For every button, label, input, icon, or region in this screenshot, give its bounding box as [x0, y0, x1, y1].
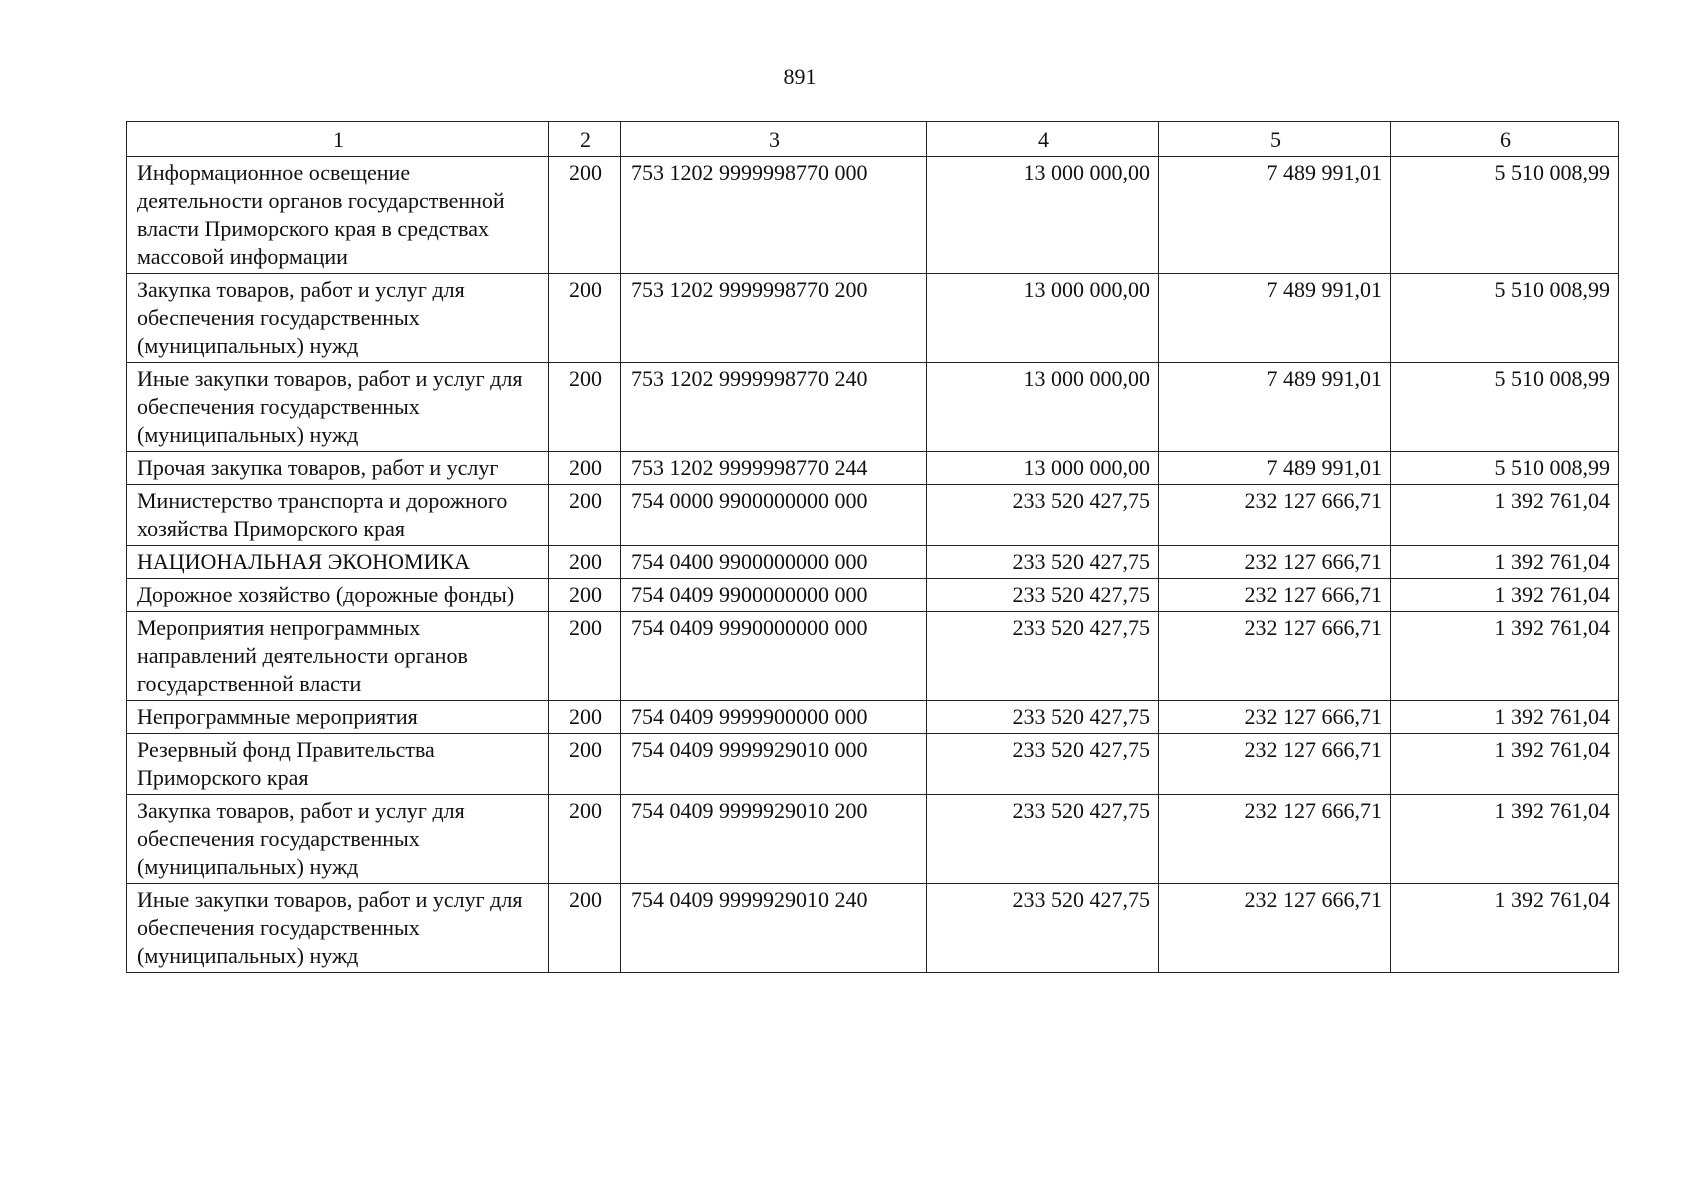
cell-planned: 233 520 427,75 — [927, 579, 1159, 612]
cell-planned: 233 520 427,75 — [927, 546, 1159, 579]
cell-executed: 7 489 991,01 — [1159, 452, 1391, 485]
cell-remaining: 5 510 008,99 — [1391, 363, 1619, 452]
cell-planned: 233 520 427,75 — [927, 884, 1159, 973]
cell-name: Резервный фонд Правительства Приморского края — [127, 734, 549, 795]
cell-remaining: 5 510 008,99 — [1391, 452, 1619, 485]
cell-code: 754 0409 9999929010 240 — [621, 884, 927, 973]
cell-code: 753 1202 9999998770 200 — [621, 274, 927, 363]
page-number: 891 — [783, 64, 817, 89]
cell-executed: 232 127 666,71 — [1159, 734, 1391, 795]
cell-name: Прочая закупка товаров, работ и услуг — [127, 452, 549, 485]
cell-name: Непрограммные мероприятия — [127, 701, 549, 734]
table-row — [127, 452, 1619, 485]
cell-remaining: 1 392 761,04 — [1391, 884, 1619, 973]
cell-type: 200 — [549, 734, 621, 795]
table-row — [127, 884, 1619, 973]
cell-type: 200 — [549, 795, 621, 884]
cell-executed: 7 489 991,01 — [1159, 363, 1391, 452]
cell-code: 754 0400 9900000000 000 — [621, 546, 927, 579]
cell-executed: 232 127 666,71 — [1159, 795, 1391, 884]
table-row — [127, 157, 1619, 274]
cell-remaining: 5 510 008,99 — [1391, 274, 1619, 363]
cell-type: 200 — [549, 452, 621, 485]
column-header: 3 — [621, 122, 927, 157]
cell-remaining: 1 392 761,04 — [1391, 701, 1619, 734]
cell-name: Информационное освещение деятельности органов государственной власти Приморского края в средствах массовой информации — [127, 157, 549, 274]
cell-remaining: 1 392 761,04 — [1391, 734, 1619, 795]
cell-remaining: 1 392 761,04 — [1391, 795, 1619, 884]
cell-executed: 232 127 666,71 — [1159, 546, 1391, 579]
cell-executed: 232 127 666,71 — [1159, 884, 1391, 973]
table-body — [127, 157, 1619, 973]
cell-planned: 233 520 427,75 — [927, 795, 1159, 884]
column-header: 5 — [1159, 122, 1391, 157]
cell-type: 200 — [549, 612, 621, 701]
cell-name: Мероприятия непрограммных направлений деятельности органов государственной власти — [127, 612, 549, 701]
table-row — [127, 612, 1619, 701]
column-header: 6 — [1391, 122, 1619, 157]
cell-name: Иные закупки товаров, работ и услуг для обеспечения государственных (муниципальных) нужд — [127, 363, 549, 452]
cell-code: 754 0409 9999900000 000 — [621, 701, 927, 734]
cell-code: 753 1202 9999998770 000 — [621, 157, 927, 274]
table-header — [127, 122, 1619, 157]
cell-type: 200 — [549, 579, 621, 612]
column-header: 2 — [549, 122, 621, 157]
cell-name: Закупка товаров, работ и услуг для обеспечения государственных (муниципальных) нужд — [127, 274, 549, 363]
cell-code: 754 0409 9999929010 000 — [621, 734, 927, 795]
cell-remaining: 1 392 761,04 — [1391, 485, 1619, 546]
cell-code: 754 0409 9900000000 000 — [621, 579, 927, 612]
cell-planned: 13 000 000,00 — [927, 452, 1159, 485]
cell-planned: 13 000 000,00 — [927, 157, 1159, 274]
cell-type: 200 — [549, 157, 621, 274]
cell-planned: 233 520 427,75 — [927, 734, 1159, 795]
cell-remaining: 1 392 761,04 — [1391, 579, 1619, 612]
cell-planned: 233 520 427,75 — [927, 485, 1159, 546]
cell-type: 200 — [549, 363, 621, 452]
cell-executed: 232 127 666,71 — [1159, 701, 1391, 734]
column-header: 4 — [927, 122, 1159, 157]
cell-executed: 232 127 666,71 — [1159, 579, 1391, 612]
cell-code: 754 0409 9990000000 000 — [621, 612, 927, 701]
cell-type: 200 — [549, 701, 621, 734]
cell-name: Дорожное хозяйство (дорожные фонды) — [127, 579, 549, 612]
cell-name: Министерство транспорта и дорожного хозяйства Приморского края — [127, 485, 549, 546]
budget-table — [126, 121, 1619, 973]
cell-planned: 233 520 427,75 — [927, 612, 1159, 701]
cell-name: НАЦИОНАЛЬНАЯ ЭКОНОМИКА — [127, 546, 549, 579]
cell-remaining: 5 510 008,99 — [1391, 157, 1619, 274]
table-row — [127, 363, 1619, 452]
cell-code: 753 1202 9999998770 244 — [621, 452, 927, 485]
table-row — [127, 795, 1619, 884]
cell-code: 754 0000 9900000000 000 — [621, 485, 927, 546]
header-row — [127, 122, 1619, 157]
cell-type: 200 — [549, 884, 621, 973]
cell-executed: 232 127 666,71 — [1159, 485, 1391, 546]
cell-code: 753 1202 9999998770 240 — [621, 363, 927, 452]
cell-name: Иные закупки товаров, работ и услуг для обеспечения государственных (муниципальных) нужд — [127, 884, 549, 973]
table-row — [127, 274, 1619, 363]
cell-executed: 7 489 991,01 — [1159, 274, 1391, 363]
cell-planned: 13 000 000,00 — [927, 363, 1159, 452]
cell-remaining: 1 392 761,04 — [1391, 612, 1619, 701]
cell-code: 754 0409 9999929010 200 — [621, 795, 927, 884]
table-row — [127, 579, 1619, 612]
cell-executed: 232 127 666,71 — [1159, 612, 1391, 701]
cell-remaining: 1 392 761,04 — [1391, 546, 1619, 579]
table-row — [127, 701, 1619, 734]
cell-planned: 13 000 000,00 — [927, 274, 1159, 363]
cell-type: 200 — [549, 485, 621, 546]
cell-type: 200 — [549, 546, 621, 579]
cell-executed: 7 489 991,01 — [1159, 157, 1391, 274]
table-row — [127, 546, 1619, 579]
cell-name: Закупка товаров, работ и услуг для обеспечения государственных (муниципальных) нужд — [127, 795, 549, 884]
table-row — [127, 734, 1619, 795]
cell-planned: 233 520 427,75 — [927, 701, 1159, 734]
table-row — [127, 485, 1619, 546]
cell-type: 200 — [549, 274, 621, 363]
column-header: 1 — [127, 122, 549, 157]
